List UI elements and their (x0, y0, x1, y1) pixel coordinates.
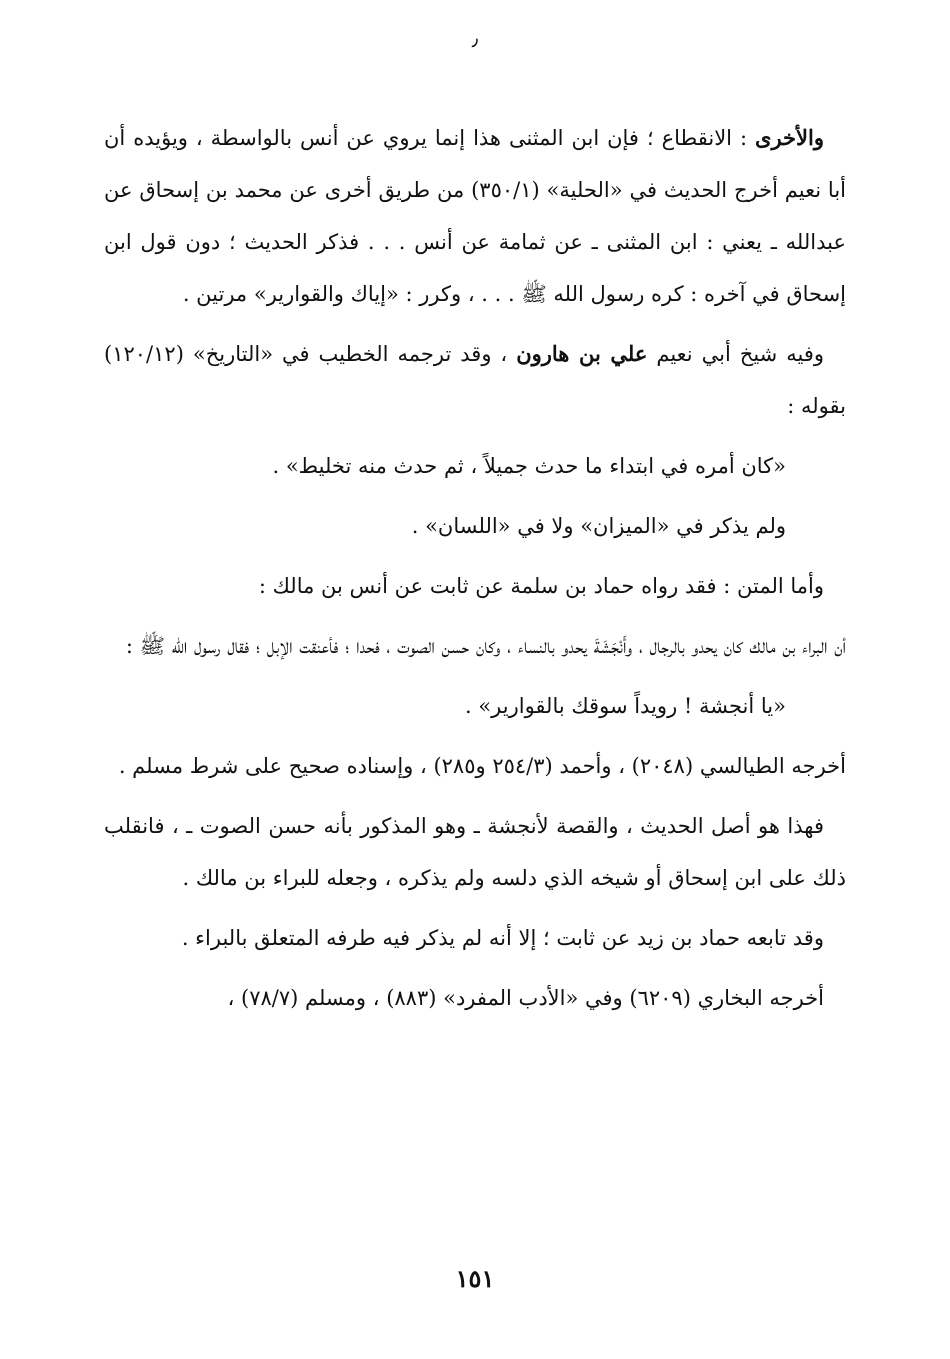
quote-khatib: «كان أمره في ابتداء ما حدث جميلاً ، ثم حدث منه تخليط» . (272, 454, 786, 478)
paragraph-matn: وأما المتن : فقد رواه حماد بن سلمة عن ثابت عن أنس بن مالك : (258, 574, 824, 598)
hadith-text: أن البراء بن مالك كان يحدو بالرجال ، وأَنْجَشَةَ يحدو بالنساء ، وكان حسن الصوت ، فحدا ؛ فأعنقت الإبل ؛ فقال رسول الله ﷺ : (125, 634, 846, 658)
paragraph-1-lead: والأخرى (755, 125, 824, 150)
paragraph-1 (104, 112, 846, 320)
page-number: ١٥١ (455, 1264, 495, 1293)
paragraph-1-text: : الانقطاع ؛ فإن ابن المثنى هذا إنما يروي عن أنس بالواسطة ، ويؤيده أن أبا نعيم أخرج الحديث في «الحلية» (٣٥٠/١) من طريق أخرى عن محمد بن إسحاق عن عبدالله ـ يعني : ابن المثنى ـ عن ثمامة عن أنس . . . فذكر الحديث ؛ دون قول ابن إسحاق في آخره : كره رسول الله ﷺ . . . ، وكرر : «إياك والقوارير» مرتين . (104, 126, 847, 306)
paragraph-bukhari: أخرجه البخاري (٦٢٠٩) وفي «الأدب المفرد» (٨٨٣) ، ومسلم (٧٨/٧) ، (227, 986, 824, 1010)
paragraph-2 (104, 328, 846, 432)
paragraph-takhrij: أخرجه الطيالسي (٢٠٤٨) ، وأحمد (٢٥٤/٣ و٢٨٥) ، وإسناده صحيح على شرط مسلم . (118, 754, 846, 778)
paragraph-tabaahu: وقد تابعه حماد بن زيد عن ثابت ؛ إلا أنه لم يذكر فيه طرفه المتعلق بالبراء . (181, 926, 824, 950)
paragraph-2-before: وفيه شيخ أبي نعيم (647, 342, 824, 366)
paragraph-mizan: ولم يذكر في «الميزان» ولا في «اللسان» . (411, 514, 786, 538)
page-body (104, 112, 846, 1032)
hadith-quote: «يا أنجشة ! رويداً سوقك بالقوارير» . (464, 694, 786, 718)
paragraph-asl: فهذا هو أصل الحديث ، والقصة لأنجشة ـ وهو المذكور بأنه حسن الصوت ـ ، فانقلب ذلك على ابن إسحاق أو شيخه الذي دلسه ولم يذكره ، وجعله للبراء بن مالك . (104, 814, 846, 890)
paragraph-2-after: ، وقد ترجمه الخطيب في «التاريخ» (١٢٠/١٢) بقوله : (104, 342, 846, 418)
paragraph-2-name: علي بن هارون (516, 341, 648, 366)
top-mark: ٫ (471, 26, 479, 50)
